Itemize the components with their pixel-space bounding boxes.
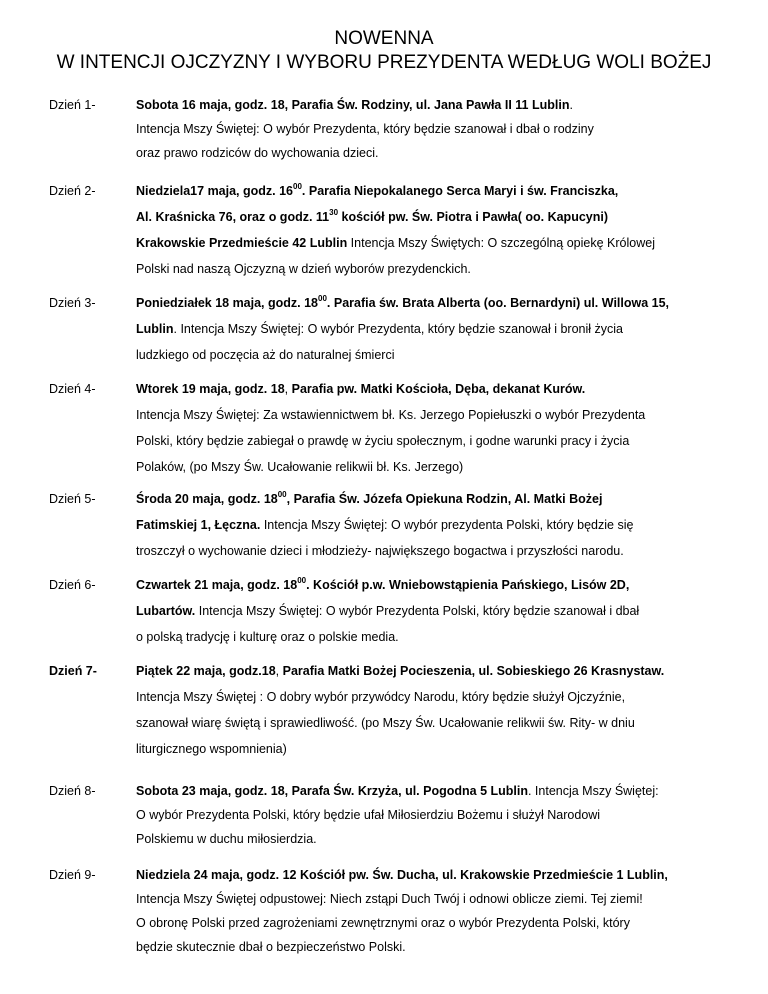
- day-8-line-3: Polskiemu w duchu miłosierdzia.: [136, 832, 317, 846]
- day-8-line-1: Sobota 23 maja, godz. 18, Parafa Św. Krzyża, ul. Pogodna 5 Lublin. Intencja Mszy Świętej:: [136, 784, 659, 798]
- day-2-line-4: Polski nad naszą Ojczyzną w dzień wyborów prezydenckich.: [136, 262, 471, 276]
- day-label: Dzień 7-: [49, 664, 97, 678]
- day-2-line-1: Niedziela17 maja, godz. $16^{00}$. Parafia Niepokalanego Serca Maryi i św. Franciszka,: [136, 182, 619, 198]
- day-4-line-2: Intencja Mszy Świętej: Za wstawiennictwem bł. Ks. Jerzego Popiełuszki o wybór Prezydenta: [136, 408, 646, 422]
- day-label: Dzień 6-: [49, 578, 96, 592]
- day-9-line-2: Intencja Mszy Świętej odpustowej: Niech zstąpi Duch Twój i odnowi oblicze ziemi. Tej ziemi!: [136, 892, 643, 906]
- day-7-line-1: Piątek 22 maja, godz.18, Parafia Matki Bożej Pocieszenia, ul. Sobieskiego 26 Krasnystaw.: [136, 664, 665, 678]
- day-label: Dzień 8-: [49, 784, 96, 798]
- day-6-line-3: o polską tradycję i kulturę oraz o polskie media.: [136, 630, 399, 644]
- day-5-line-1: Środa 20 maja, godz. $18^{00}$, Parafia Św. Józefa Opiekuna Rodzin, Al. Matki Bożej: [136, 490, 603, 506]
- day-9-line-4: będzie skutecznie dbał o bezpieczeństwo Polski.: [136, 940, 406, 954]
- day-7-line-3: szanował wiarę świętą i sprawiedliwość. (po Mszy Św. Ucałowanie relikwii św. Rity- w dniu: [136, 716, 635, 730]
- day-6-line-1: Czwartek 21 maja, godz. $18^{00}$. Kościół p.w. Wniebowstąpienia Pańskiego, Lisów 2D,: [136, 576, 630, 592]
- day-label: Dzień 4-: [49, 382, 96, 396]
- day-4-line-3: Polski, który będzie zabiegał o prawdę w życiu społecznym, i godne warunki pracy i życia: [136, 434, 630, 448]
- title-line-2: W INTENCJI OJCZYZNY I WYBORU PREZYDENTA WEDŁUG WOLI BOŻEJ: [56, 52, 712, 73]
- day-5-line-2: Fatimskiej 1, Łęczna. Intencja Mszy Świętej: O wybór prezydenta Polski, który będzie się: [136, 518, 634, 532]
- day-9-line-1: Niedziela 24 maja, godz. 12 Kościół pw. Św. Ducha, ul. Krakowskie Przedmieście 1 Lublin,: [136, 868, 668, 882]
- day-4-line-4: Polaków, (po Mszy Św. Ucałowanie relikwii bł. Ks. Jerzego): [136, 460, 464, 474]
- day-label: Dzień 2-: [49, 184, 96, 198]
- day-6-line-2: Lubartów. Intencja Mszy Świętej: O wybór Prezydenta Polski, który będzie szanował i dbał: [136, 604, 640, 618]
- day-3-line-3: ludzkiego od poczęcia aż do naturalnej śmierci: [136, 348, 395, 362]
- day-1-line-3: oraz prawo rodziców do wychowania dzieci.: [136, 146, 379, 160]
- day-3-line-1: Poniedziałek 18 maja, godz. $18^{00}$. Parafia św. Brata Alberta (oo. Bernardyni) ul. Willowa 15,: [136, 294, 670, 310]
- title-line-1: NOWENNA: [334, 28, 434, 49]
- day-3-line-2: Lublin. Intencja Mszy Świętej: O wybór Prezydenta, który będzie szanował i bronił życia: [136, 322, 623, 336]
- day-4-line-1: Wtorek 19 maja, godz. 18, Parafia pw. Matki Kościoła, Dęba, dekanat Kurów.: [136, 382, 586, 396]
- day-2-line-2: Al. Kraśnicka 76, oraz o godz. $11^{30}$ kościół pw. Św. Piotra i Pawła( oo. Kapucyni): [136, 208, 609, 224]
- day-1-line-2: Intencja Mszy Świętej: O wybór Prezydenta, który będzie szanował i dbał o rodziny: [136, 122, 594, 136]
- day-5-line-3: troszczył o wychowanie dzieci i młodzieży- największego bogactwa i przyszłości narodu.: [136, 544, 624, 558]
- day-label: Dzień 1-: [49, 98, 96, 112]
- day-9-line-3: O obronę Polski przed zagrożeniami zewnętrznymi oraz o wybór Prezydenta Polski, który: [136, 916, 630, 930]
- day-1-line-1: Sobota 16 maja, godz. 18, Parafia Św. Rodziny, ul. Jana Pawła II 11 Lublin.: [136, 98, 573, 112]
- day-label: Dzień 9-: [49, 868, 96, 882]
- day-8-line-2: O wybór Prezydenta Polski, który będzie ufał Miłosierdziu Bożemu i służył Narodowi: [136, 808, 601, 822]
- day-label: Dzień 3-: [49, 296, 96, 310]
- day-2-line-3: Krakowskie Przedmieście 42 Lublin Intencja Mszy Świętych: O szczególną opiekę Królowej: [136, 236, 655, 250]
- day-7-line-2: Intencja Mszy Świętej : O dobry wybór przywódcy Narodu, który będzie służył Ojczyźnie,: [136, 690, 626, 704]
- day-label: Dzień 5-: [49, 492, 96, 506]
- day-7-line-4: liturgicznego wspomnienia): [136, 742, 287, 756]
